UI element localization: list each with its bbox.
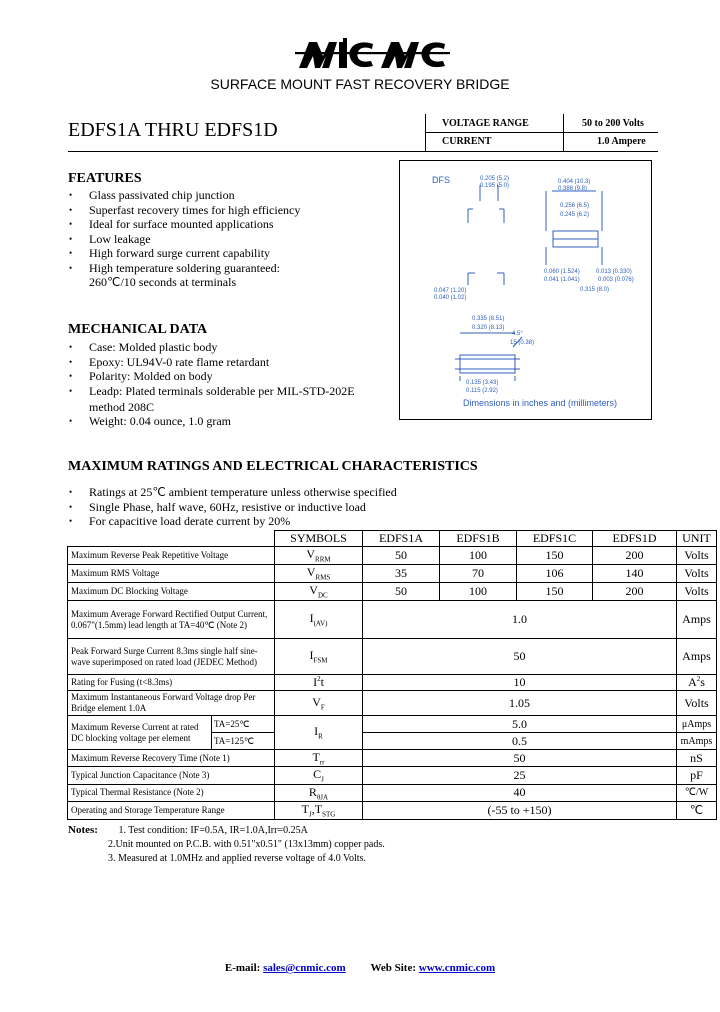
email-label: E-mail: bbox=[224, 962, 261, 974]
header-edfs1c: EDFS1C bbox=[517, 531, 593, 547]
table-header-row bbox=[68, 531, 717, 547]
unit-cell: nS bbox=[677, 750, 717, 767]
param-cell: Maximum DC Blocking Voltage bbox=[68, 583, 275, 601]
unit: A bbox=[688, 675, 697, 689]
symbol: C bbox=[313, 767, 322, 782]
value-cell: 100 bbox=[440, 547, 517, 565]
company-logo bbox=[295, 38, 450, 70]
symbol-sub: J bbox=[309, 810, 312, 819]
symbol-cell bbox=[275, 750, 363, 767]
list-item: • Ratings at 25℃ ambient temperature unless otherwise specified bbox=[68, 485, 397, 500]
ratings-bullets bbox=[68, 485, 397, 529]
dim-label: 0.386 (9.8) bbox=[558, 186, 588, 192]
value-cell: 1.0 bbox=[363, 601, 677, 639]
symbol-cell bbox=[275, 583, 363, 601]
notes-label: Notes: bbox=[68, 824, 98, 836]
value-cell: (-55 to +150) bbox=[363, 802, 677, 819]
package-outline-drawing bbox=[400, 161, 651, 419]
symbol: T bbox=[301, 802, 310, 817]
dim-label: 15 (0.38) bbox=[510, 340, 535, 346]
table-row bbox=[68, 583, 717, 601]
symbol-sub: (AV) bbox=[313, 619, 328, 628]
value-cell: 50 bbox=[363, 547, 440, 565]
header-rule bbox=[68, 151, 658, 152]
package-name: DFS bbox=[432, 175, 450, 185]
value-cell: 35 bbox=[363, 565, 440, 583]
table-row bbox=[68, 601, 717, 639]
symbol-b: t bbox=[320, 675, 324, 689]
dim-label: 0.205 (5.2) bbox=[480, 176, 510, 182]
list-item: • Leadp: Plated terminals solderable per MIL-STD-202E bbox=[68, 384, 355, 399]
symbol-cell bbox=[275, 802, 363, 819]
dim-label: 0.040 (1.02) bbox=[434, 295, 467, 301]
value-cell: 150 bbox=[517, 547, 593, 565]
mechanical-list-2 bbox=[68, 414, 231, 429]
value-cell: 70 bbox=[440, 565, 517, 583]
symbol-sub: DC bbox=[317, 591, 328, 600]
param-cell: Peak Forward Surge Current 8.3ms single half sine-wave superimposed on rated load (JEDEC Method) bbox=[68, 639, 275, 675]
list-item: • Ideal for surface mounted applications bbox=[68, 217, 300, 232]
symbol-cell bbox=[275, 565, 363, 583]
spec-vrule-2 bbox=[563, 114, 564, 152]
dim-label: 0.245 (6.2) bbox=[560, 212, 590, 218]
table-row bbox=[68, 691, 717, 716]
value-cell: 10 bbox=[363, 675, 677, 691]
unit-cell: ℃ bbox=[677, 802, 717, 819]
spec-vrule bbox=[425, 114, 426, 152]
table-row bbox=[68, 802, 717, 819]
value-cell: 40 bbox=[363, 784, 677, 801]
list-item: • For capacitive load derate current by 20% bbox=[68, 514, 397, 529]
dim-label: 0.256 (6.5) bbox=[560, 203, 590, 209]
spec-divider bbox=[425, 132, 658, 133]
header-blank bbox=[68, 531, 275, 547]
table-row bbox=[68, 565, 717, 583]
value-cell: 150 bbox=[517, 583, 593, 601]
symbol: V bbox=[309, 583, 318, 598]
list-item: • Polarity: Molded on body bbox=[68, 369, 355, 384]
symbol: I bbox=[309, 648, 314, 663]
note-item: 1. Test condition: IF=0.5A, IR=1.0A,Irr=0.25A bbox=[118, 825, 308, 836]
value-cell: 100 bbox=[440, 583, 517, 601]
document-subtitle: SURFACE MOUNT FAST RECOVERY BRIDGE bbox=[210, 76, 510, 92]
dim-label: 0.060 (1.524) bbox=[544, 269, 580, 275]
unit-b: s bbox=[700, 675, 705, 689]
dim-label: 4.5° bbox=[512, 331, 523, 337]
symbol: I bbox=[314, 724, 319, 739]
param-cell: Typical Thermal Resistance (Note 2) bbox=[68, 784, 275, 801]
value-cell: 140 bbox=[593, 565, 677, 583]
condition-cell: TA=125℃ bbox=[212, 733, 275, 750]
symbol: I bbox=[309, 611, 314, 626]
dim-label: 0.195 (5.0) bbox=[480, 183, 510, 189]
dimension-caption: Dimensions in inches and (millimeters) bbox=[463, 398, 618, 408]
symbol-cell bbox=[275, 639, 363, 675]
param-cell: Maximum RMS Voltage bbox=[68, 565, 275, 583]
value-cell: 1.05 bbox=[363, 691, 677, 716]
dim-label: 0.404 (10.3) bbox=[558, 179, 591, 185]
note-item: 3. Measured at 1.0MHz and applied reverse voltage of 4.0 Volts. bbox=[108, 853, 366, 864]
header-edfs1b: EDFS1B bbox=[440, 531, 517, 547]
website-label: Web Site: bbox=[370, 962, 416, 974]
mechanical-list bbox=[68, 340, 355, 398]
symbol: V bbox=[306, 547, 316, 562]
table-row bbox=[68, 675, 717, 691]
param-cell: Maximum Average Forward Rectified Output Current, 0.067"(1.5mm) lead length at TA=40℃ (Note 2) bbox=[68, 601, 275, 639]
table-row bbox=[68, 750, 717, 767]
mechanical-item-continuation: method 208C bbox=[89, 400, 154, 414]
list-item: • Glass passivated chip junction bbox=[68, 188, 300, 203]
list-item: • High forward surge current capability bbox=[68, 246, 300, 261]
website-link[interactable]: www.cnmic.com bbox=[418, 962, 496, 974]
list-item: • Superfast recovery times for high efficiency bbox=[68, 203, 300, 218]
list-item: • Single Phase, half wave, 60Hz, resistive or inductive load bbox=[68, 500, 397, 515]
unit-cell: ℃/W bbox=[677, 784, 717, 801]
footer bbox=[0, 962, 720, 974]
email-link[interactable]: sales@cnmic.com bbox=[263, 962, 346, 974]
value-cell: 200 bbox=[593, 547, 677, 565]
table-row bbox=[68, 716, 717, 733]
condition-cell: TA=25℃ bbox=[212, 716, 275, 733]
list-item: • Case: Molded plastic body bbox=[68, 340, 355, 355]
dim-label: 0.003 (0.076) bbox=[598, 277, 634, 283]
list-item: • Epoxy: UL94V-0 rate flame retardant bbox=[68, 355, 355, 370]
param-cell: Maximum Reverse Peak Repetitive Voltage bbox=[68, 547, 275, 565]
symbol-sub: RMS bbox=[315, 573, 331, 582]
features-list bbox=[68, 188, 300, 275]
symbol-cell bbox=[275, 547, 363, 565]
list-item: • Low leakage bbox=[68, 232, 300, 247]
symbol-sub: R bbox=[318, 732, 323, 741]
current-value: 1.0 Ampere bbox=[597, 136, 646, 147]
header-edfs1d: EDFS1D bbox=[593, 531, 677, 547]
mechanical-heading: MECHANICAL DATA bbox=[68, 322, 208, 337]
param-cell: Rating for Fusing (t<8.3ms) bbox=[68, 675, 275, 691]
ratings-heading: MAXIMUM RATINGS AND ELECTRICAL CHARACTERISTICS bbox=[68, 459, 478, 474]
unit-cell: μAmps bbox=[677, 716, 717, 733]
value-cell: 25 bbox=[363, 767, 677, 784]
package-diagram bbox=[399, 160, 652, 420]
unit-cell: pF bbox=[677, 767, 717, 784]
symbol-cell bbox=[275, 767, 363, 784]
symbol-sub: FSM bbox=[313, 656, 328, 665]
header-symbols: SYMBOLS bbox=[275, 531, 363, 547]
symbol: R bbox=[308, 784, 317, 799]
unit-cell: mAmps bbox=[677, 733, 717, 750]
param-cell: Operating and Storage Temperature Range bbox=[68, 802, 275, 819]
symbol-cell bbox=[275, 716, 363, 750]
list-item: • Weight: 0.04 ounce, 1.0 gram bbox=[68, 414, 231, 429]
symbol-2: ,T bbox=[311, 802, 323, 817]
symbol: I bbox=[313, 675, 318, 689]
unit-cell: Volts bbox=[677, 547, 717, 565]
current-label: CURRENT bbox=[442, 136, 492, 147]
table-row bbox=[68, 767, 717, 784]
voltage-range-label: VOLTAGE RANGE bbox=[442, 118, 529, 129]
symbol: V bbox=[312, 694, 321, 709]
symbol-sup: 2 bbox=[317, 675, 321, 683]
symbol-sub: rr bbox=[319, 758, 325, 767]
value-cell: 0.5 bbox=[363, 733, 677, 750]
symbol-cell bbox=[275, 691, 363, 716]
symbol-sub: θJA bbox=[316, 793, 329, 802]
dim-label: 0.047 (1.20) bbox=[434, 288, 467, 294]
value-cell: 50 bbox=[363, 639, 677, 675]
unit-cell: Volts bbox=[677, 691, 717, 716]
note-item: 2.Unit mounted on P.C.B. with 0.51"x0.51" (13x13mm) copper pads. bbox=[108, 839, 385, 850]
dim-label: 0.320 (8.13) bbox=[472, 325, 505, 331]
table-row bbox=[68, 784, 717, 801]
param-cell: Maximum Reverse Current at rated DC blocking voltage per element bbox=[68, 716, 212, 750]
unit-cell: Volts bbox=[677, 565, 717, 583]
symbol: T bbox=[312, 750, 320, 764]
symbol-sub: J bbox=[321, 775, 324, 784]
param-cell: Maximum Reverse Recovery Time (Note 1) bbox=[68, 750, 275, 767]
symbol: V bbox=[306, 565, 316, 580]
table-row bbox=[68, 639, 717, 675]
dim-label: 0.013 (0.330) bbox=[596, 269, 632, 275]
symbol-cell bbox=[275, 675, 363, 691]
notes-block bbox=[68, 823, 385, 866]
value-cell: 106 bbox=[517, 565, 593, 583]
symbol-cell bbox=[275, 784, 363, 801]
unit-cell: Amps bbox=[677, 639, 717, 675]
list-item: • High temperature soldering guaranteed: bbox=[68, 261, 300, 276]
features-item-continuation: 260℃/10 seconds at terminals bbox=[89, 275, 237, 289]
dim-label: 0.115 (2.92) bbox=[466, 388, 498, 394]
value-cell: 50 bbox=[363, 583, 440, 601]
param-cell: Maximum Instantaneous Forward Voltage drop Per Bridge element 1.0A bbox=[68, 691, 275, 716]
param-cell: Typical Junction Capacitance (Note 3) bbox=[68, 767, 275, 784]
symbol-sub: F bbox=[320, 703, 325, 712]
symbol-sub: RRM bbox=[315, 555, 331, 564]
value-cell: 200 bbox=[593, 583, 677, 601]
unit-cell bbox=[677, 675, 717, 691]
dim-label: 0.335 (8.51) bbox=[472, 316, 505, 322]
unit-sup: 2 bbox=[696, 675, 701, 683]
unit-cell: Amps bbox=[677, 601, 717, 639]
value-cell: 5.0 bbox=[363, 716, 677, 733]
voltage-range-value: 50 to 200 Volts bbox=[582, 118, 644, 129]
symbol-cell bbox=[275, 601, 363, 639]
dim-label: 0.315 (8.0) bbox=[580, 287, 610, 293]
dim-label: 0.041 (1.041) bbox=[544, 277, 580, 283]
symbol-sub-2: STG bbox=[322, 810, 336, 819]
header-edfs1a: EDFS1A bbox=[363, 531, 440, 547]
value-cell: 50 bbox=[363, 750, 677, 767]
unit-cell: Volts bbox=[677, 583, 717, 601]
table-row bbox=[68, 547, 717, 565]
dim-label: 0.135 (3.43) bbox=[466, 380, 499, 386]
ratings-table bbox=[67, 530, 717, 820]
header-unit: UNIT bbox=[677, 531, 717, 547]
product-title: EDFS1A THRU EDFS1D bbox=[68, 119, 278, 141]
features-heading: FEATURES bbox=[68, 171, 142, 186]
